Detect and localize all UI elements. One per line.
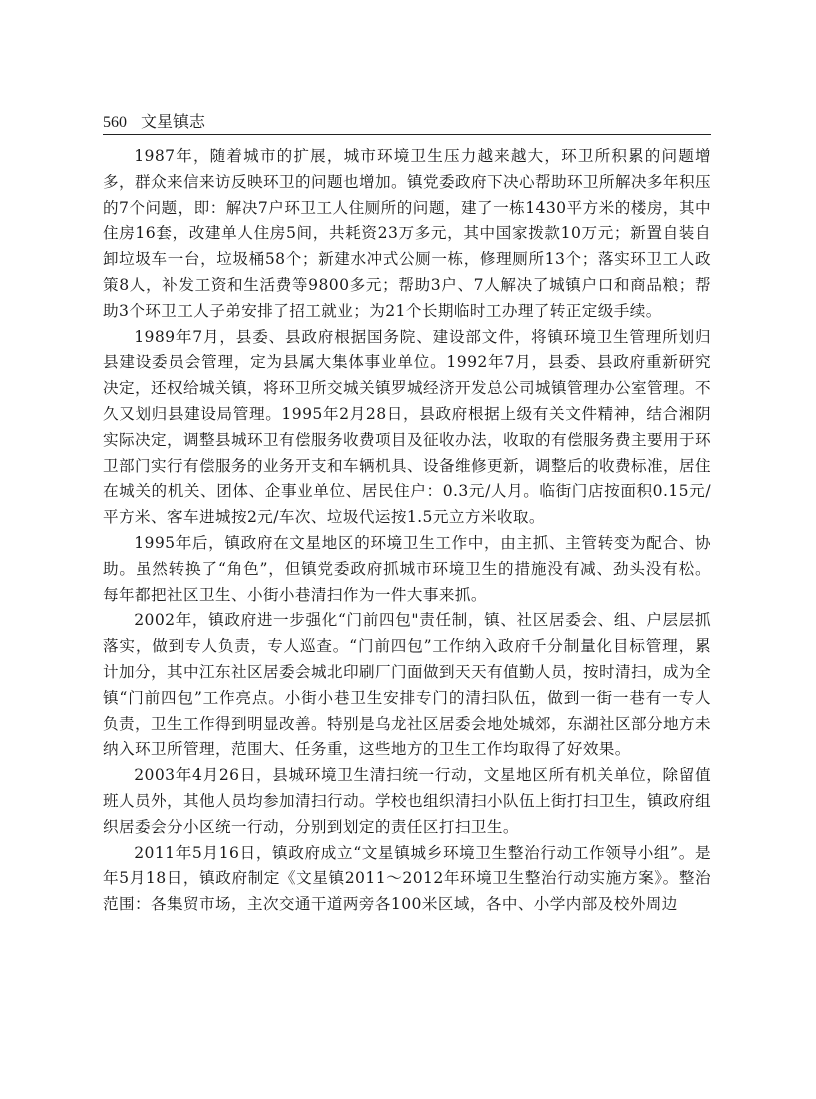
paragraph: 2003年4月26日，县城环境卫生清扫统一行动，文星地区所有机关单位，除留值班人员外，其他人员均参加清扫行动。学校也组织清扫小队伍上街打扫卫生，镇政府组织居委会分小区统一行动，分别到划定的责任区打扫卫生。 [103, 766, 711, 836]
page-header [103, 112, 711, 135]
book-title: 文星镇志 [141, 112, 206, 131]
paragraph: 1995年后，镇政府在文星地区的环境卫生工作中，由主抓、主管转变为配合、协助。虽然转换了“角色”，但镇党委政府抓城市环境卫生的措施没有减、劲头没有松。每年都把社区卫生、小街小巷清扫作为一件大事来抓。 [103, 533, 711, 604]
page-number: 560 [103, 114, 127, 131]
paragraph: 1987年，随着城市的扩展，城市环境卫生压力越来越大，环卫所积累的问题增多，群众来信来访反映环卫的问题也增加。镇党委政府下决心帮助环卫所解决多年积压的7个问题，即：解决7户环卫工人住厕所的问题，建了一栋1430平方米的楼房，其中住房16套，改建单人住房5间，共耗资23万多元，其中国家拨款10万元；新置自装自卸垃圾车一台，垃圾桶58个；新建水冲式公厕一栋，修理厕所13个；落实环卫工人政策8人，补发工资和生活费等9800多元；帮助3户、7人解决了城镇户口和商品粮；帮助3个环卫工人子弟安排了招工就业；为21个长期临时工办理了转正定级手续。 [103, 147, 711, 320]
paragraph: 1989年7月，县委、县政府根据国务院、建设部文件，将镇环境卫生管理所划归县建设委员会管理，定为县属大集体事业单位。1992年7月，县委、县政府重新研究决定，还权给城关镇，将环卫所交城关镇罗城经济开发总公司城镇管理办公室管理。不久又划归县建设局管理。1995年2月28日，县政府根据上级有关文件精神，结合湘阴实际决定，调整县城环卫有偿服务收费项目及征收办法，收取的有偿服务费主要用于环卫部门实行有偿服务的业务开支和车辆机具、设备维修更新，调整后的收费标准，居住在城关的机关、团体、企事业单位、居民住户：0.3元/人月。临街门店按面积0.15元/平方米、客车进城按2元/车次、垃圾代运按1.5元立方米收取。 [103, 327, 711, 527]
book-page [103, 112, 711, 918]
body-text [103, 144, 711, 918]
paragraph: 2002年，镇政府进一步强化“门前四包"责任制，镇、社区居委会、组、户层层抓落实，做到专人负责，专人巡查。“门前四包”工作纳入政府千分制量化目标管理，累计加分，其中江东社区居委会城北印刷厂门面做到天天有值勤人员，按时清扫，成为全镇“门前四包”工作亮点。小街小巷卫生安排专门的清扫队伍，做到一街一巷有一专人负责，卫生工作得到明显改善。特别是乌龙社区居委会地处城郊，东湖社区部分地方未纳入环卫所管理，范围大、任务重，这些地方的卫生工作均取得了好效果。 [103, 611, 711, 759]
paragraph: 2011年5月16日，镇政府成立“文星镇城乡环境卫生整治行动工作领导小组”。是年5月18日，镇政府制定《文星镇2011～2012年环境卫生整治行动实施方案》。整治范围：各集贸市场，主次交通干道两旁各100米区域，各中、小学内部及校外周边 [103, 843, 711, 914]
